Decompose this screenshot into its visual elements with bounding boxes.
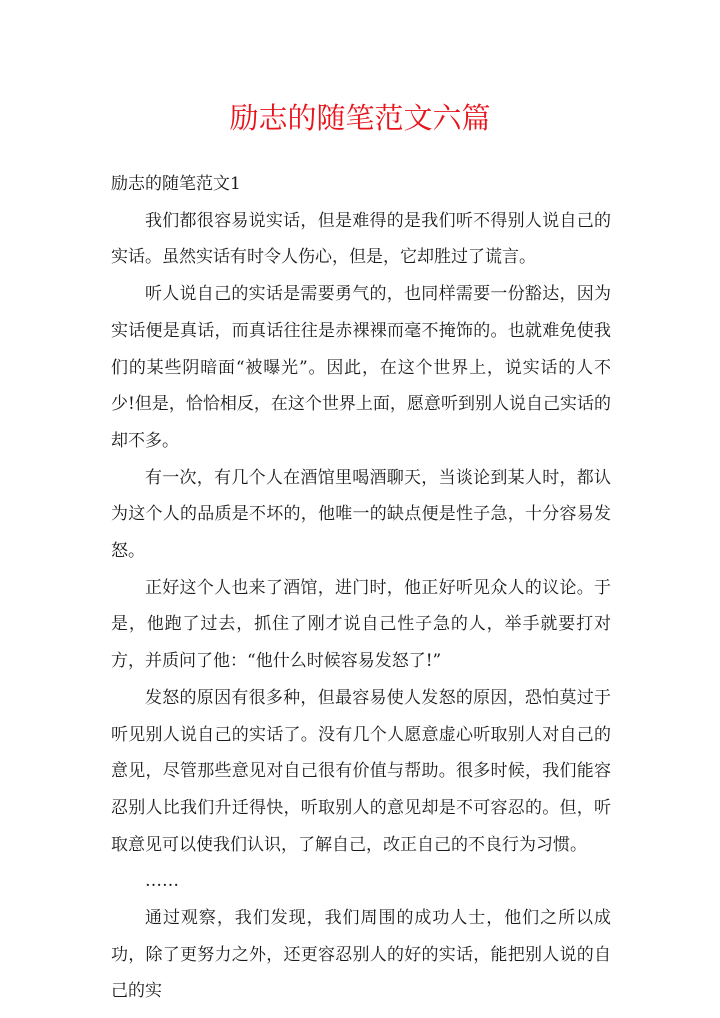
paragraph-5: 发怒的原因有很多种，但最容易使人发怒的原因，恐怕莫过于听见别人说自己的实话了。没有几个人愿意虚心听取别人对自己的意见，尽管那些意见对自己很有价值与帮助。很多时候，我们能容忍别人比我们升迁得快，听取别人的意见却是不可容忍的。但，听取意见可以使我们认识，了解自己，改正自己的不良行为习惯。 — [111, 687, 611, 855]
ellipsis-line: …… — [145, 871, 179, 892]
paragraph-4: 正好这个人也来了酒馆，进门时，他正好听见众人的议论。于是，他跑了过去，抓住了刚才说自己性子急的人，举手就要打对方，并质问了他：“他什么时候容易发怒了!” — [111, 577, 611, 672]
paragraph-1: 我们都很容易说实话，但是难得的是我们听不得别人说自己的实话。虽然实话有时令人伤心，但是，它却胜过了谎言。 — [111, 210, 611, 268]
document-body — [111, 166, 611, 1010]
section-heading: 励志的随笔范文1 — [111, 174, 241, 194]
paragraph-2: 听人说自己的实话是需要勇气的，也同样需要一份豁达，因为实话便是真话，而真话往往是赤裸裸而毫不掩饰的。也就难免使我们的某些阴暗面“被曝光”。因此，在这个世界上，说实话的人不少!但是，恰恰相反，在这个世界上面，愿意听到别人说自己实话的却不多。 — [111, 284, 611, 451]
paragraph-3: 有一次，有几个人在酒馆里喝酒聊天，当谈论到某人时，都认为这个人的品质是不坏的，他唯一的缺点便是性子急，十分容易发怒。 — [111, 467, 611, 562]
paragraph-final: 通过观察，我们发现，我们周围的成功人士，他们之所以成功，除了更努力之外，还更容忍别人的好的实话，能把别人说的自己的实 — [111, 908, 611, 1002]
document-title: 励志的随笔范文六篇 — [229, 101, 491, 135]
